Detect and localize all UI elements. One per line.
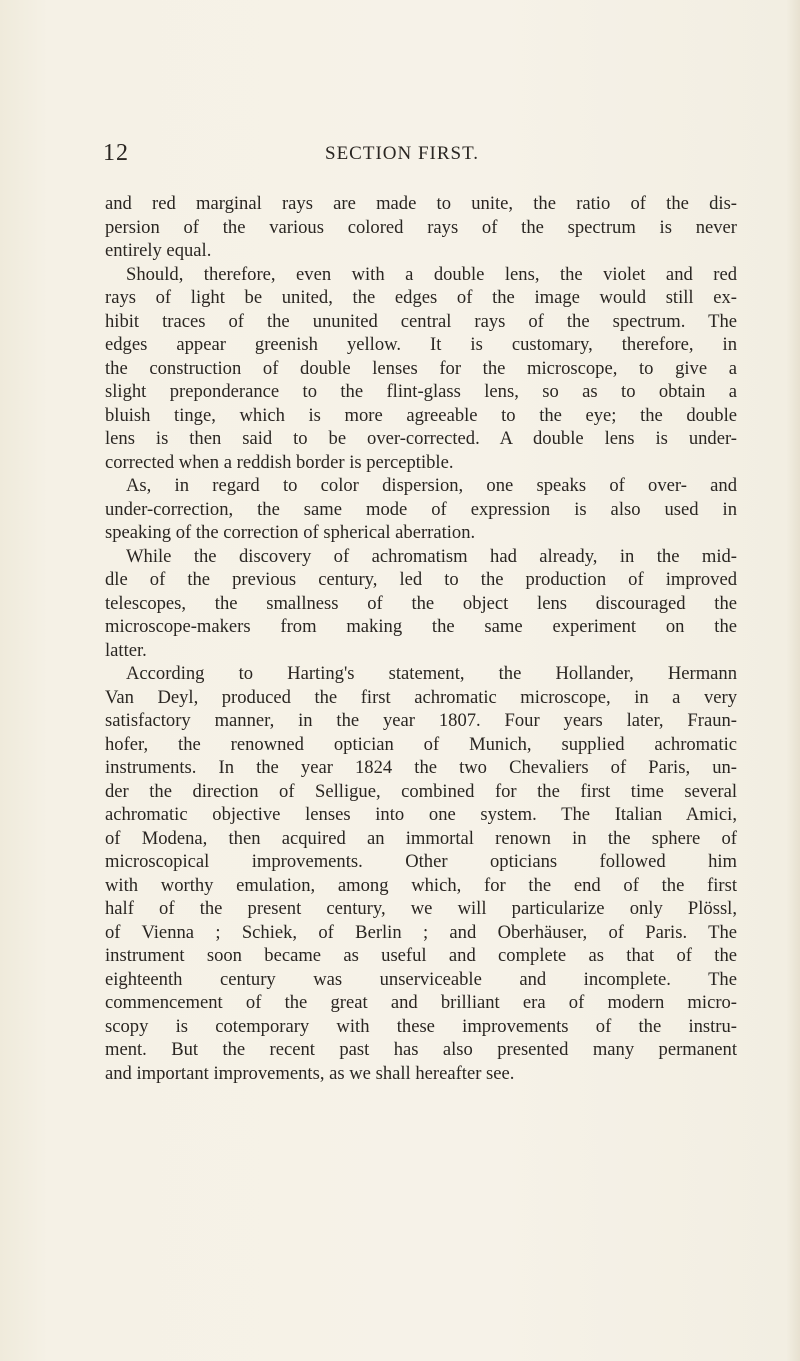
text-line: and important improvements, as we shall hereafter see. xyxy=(105,1062,515,1084)
page-number: 12 xyxy=(103,140,129,166)
text-line: instruments. In the year 1824 the two Chevaliers of Paris, un- xyxy=(105,757,737,778)
text-line: entirely equal. xyxy=(105,240,212,261)
text-line: telescopes, the smallness of the object lens discouraged the xyxy=(105,592,737,614)
text-line: lens is then said to be over-corrected. A double lens is under- xyxy=(105,428,737,449)
text-line: under-correction, the same mode of expression is also used in xyxy=(105,498,737,520)
text-line: with worthy emulation, among which, for the end of the first xyxy=(105,874,737,896)
text-line: dle of the previous century, led to the production of improved xyxy=(105,569,737,590)
text-line: the construction of double lenses for the microscope, to give a xyxy=(105,357,737,379)
text-line: der the direction of Selligue, combined for the first time several xyxy=(105,780,737,802)
text-line: scopy is cotemporary with these improvements of the instru- xyxy=(105,1015,737,1037)
text-line: Van Deyl, produced the first achromatic microscope, in a very xyxy=(105,686,737,708)
text-line: hofer, the renowned optician of Munich, supplied achromatic xyxy=(105,733,737,755)
text-line: microscope-makers from making the same experiment on the xyxy=(105,616,737,637)
text-line: microscopical improvements. Other opticians followed him xyxy=(105,851,737,872)
text-line: Should, therefore, even with a double lens, the violet and red xyxy=(126,263,737,285)
text-line: ment. But the recent past has also presented many permanent xyxy=(105,1039,737,1060)
text-line: half of the present century, we will particularize only Plössl, xyxy=(105,898,737,919)
page-header xyxy=(103,140,737,170)
text-line: eighteenth century was unserviceable and incomplete. The xyxy=(105,968,737,990)
text-line: hibit traces of the ununited central rays of the spectrum. The xyxy=(105,310,737,332)
text-line: commencement of the great and brilliant era of modern micro- xyxy=(105,992,737,1013)
page-edge-shadow xyxy=(786,0,800,1361)
text-line: latter. xyxy=(105,639,147,661)
text-line: satisfactory manner, in the year 1807. Four years later, Fraun- xyxy=(105,710,737,731)
text-line: slight preponderance to the flint-glass lens, so as to obtain a xyxy=(105,381,737,402)
text-line: and red marginal rays are made to unite, the ratio of the dis- xyxy=(105,193,737,214)
text-line: bluish tinge, which is more agreeable to the eye; the double xyxy=(105,404,737,426)
text-line: edges appear greenish yellow. It is customary, therefore, in xyxy=(105,334,737,355)
text-line: As, in regard to color dispersion, one speaks of over- and xyxy=(126,475,737,496)
text-line: persion of the various colored rays of the spectrum is never xyxy=(105,216,737,238)
text-line: speaking of the correction of spherical aberration. xyxy=(105,522,476,543)
text-line: achromatic objective lenses into one system. The Italian Amici, xyxy=(105,804,737,825)
text-line: corrected when a reddish border is perceptible. xyxy=(105,451,454,473)
running-head: SECTION FIRST. xyxy=(325,143,480,164)
text-line: While the discovery of achromatism had already, in the mid- xyxy=(126,545,737,567)
text-line: of Vienna ; Schiek, of Berlin ; and Oberhäuser, of Paris. The xyxy=(105,921,737,943)
text-line: instrument soon became as useful and complete as that of the xyxy=(105,945,737,966)
text-line: According to Harting's statement, the Hollander, Hermann xyxy=(126,663,737,684)
text-line: rays of light be united, the edges of the image would still ex- xyxy=(105,287,737,308)
text-line: of Modena, then acquired an immortal renown in the sphere of xyxy=(105,827,737,849)
body-text xyxy=(105,192,737,1085)
